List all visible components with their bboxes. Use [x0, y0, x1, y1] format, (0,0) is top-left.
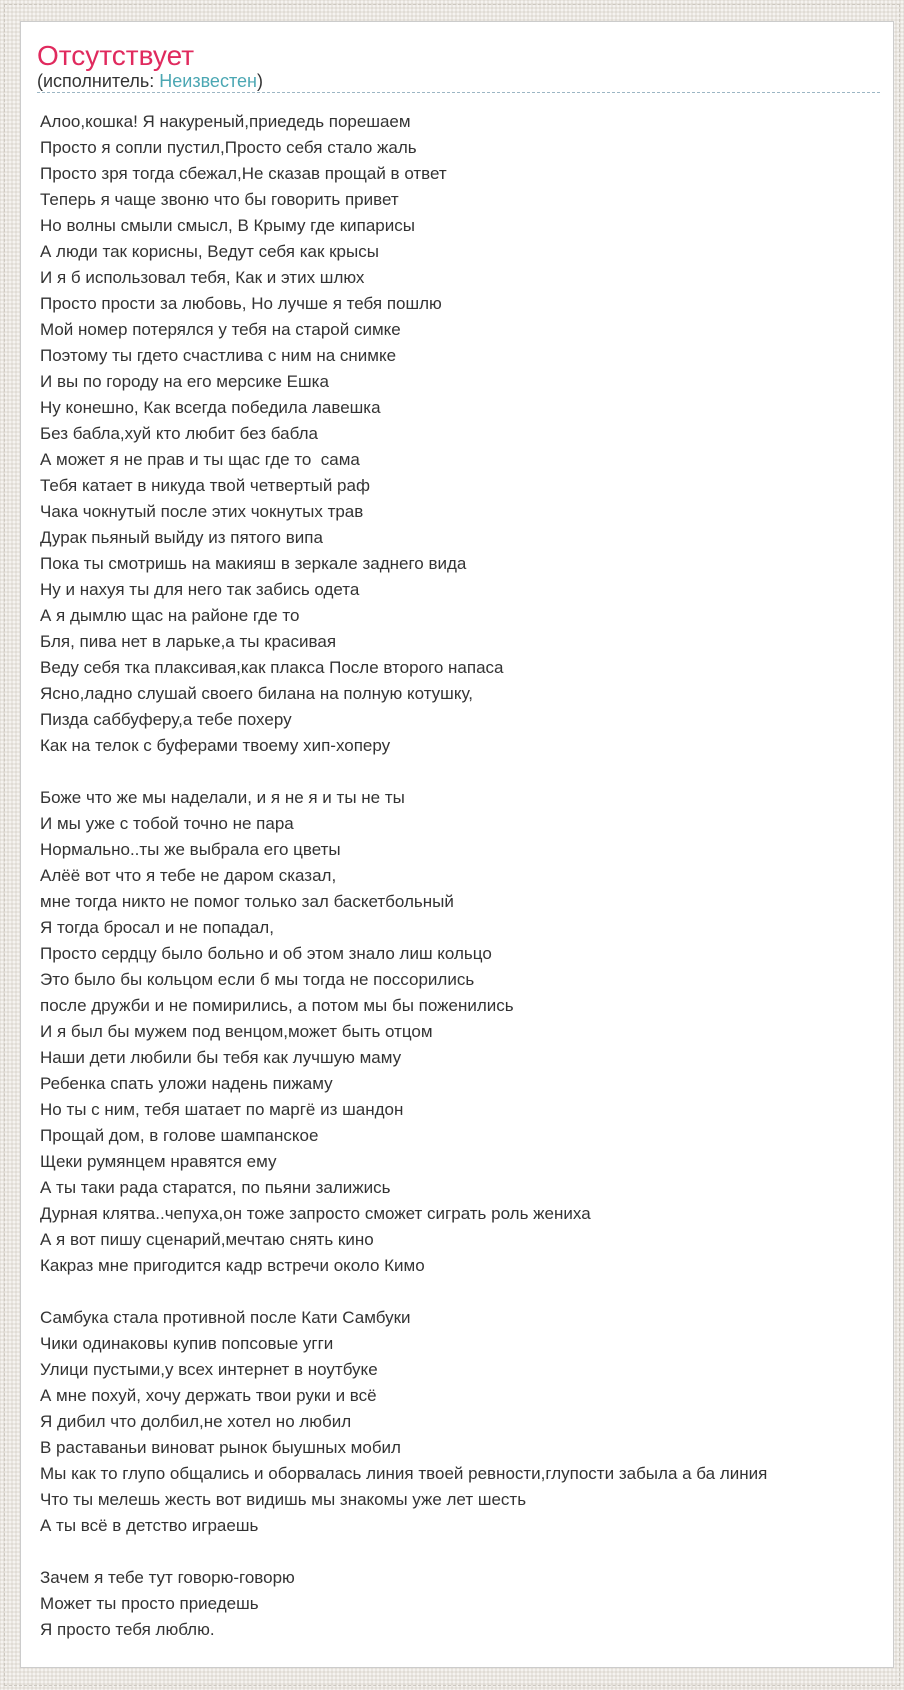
lyric-line: Я дибил что долбил,не хотел но любил — [40, 1412, 352, 1431]
lyric-line: Чака чокнутый после этих чокнутых трав — [40, 502, 364, 521]
lyric-line: Как на телок с буферами твоему хип-хоперу — [40, 736, 391, 755]
performer-label: (исполнитель: — [37, 71, 160, 91]
lyric-line: А мне похуй, хочу держать твои руки и всё — [40, 1386, 377, 1405]
header-separator — [37, 92, 880, 93]
lyric-line: Ну конешно, Как всегда победила лавешка — [40, 398, 381, 417]
stanza — [40, 1305, 893, 1539]
lyric-line: Я тогда бросал и не попадал, — [40, 918, 274, 937]
lyric-line: И мы уже с тобой точно не пара — [40, 814, 294, 833]
lyric-line: мне тогда никто не помог только зал баскетбольный — [40, 892, 454, 911]
lyric-line: Что ты мелешь жесть вот видишь мы знакомы уже лет шесть — [40, 1490, 527, 1509]
lyric-line: Это было бы кольцом если б мы тогда не поссорились — [40, 970, 475, 989]
lyric-line: Самбука стала противной после Кати Самбуки — [40, 1308, 411, 1327]
lyric-line: Алёё вот что я тебе не даром сказал, — [40, 866, 337, 885]
stanza — [40, 109, 893, 759]
performer-label-close: ) — [256, 71, 263, 91]
lyric-line: А я вот пишу сценарий,мечтаю снять кино — [40, 1230, 374, 1249]
lyric-line: Без бабла,хуй кто любит без бабла — [40, 424, 318, 443]
lyric-line: И я б использовал тебя, Как и этих шлюх — [40, 268, 365, 287]
lyric-line: Но волны смыли смысл, В Крыму где кипарисы — [40, 216, 415, 235]
lyric-line: Ну и нахуя ты для него так забись одета — [40, 580, 360, 599]
lyric-line: Пока ты смотришь на макияш в зеркале заднего вида — [40, 554, 467, 573]
lyric-line: Просто зря тогда сбежал,Не сказав прощай в ответ — [40, 164, 447, 183]
lyric-line: Боже что же мы наделали, и я не я и ты не ты — [40, 788, 405, 807]
lyric-line: Тебя катает в никуда твой четвертый раф — [40, 476, 370, 495]
performer-link[interactable]: Неизвестен — [159, 71, 257, 91]
lyric-line: Мой номер потерялся у тебя на старой симке — [40, 320, 401, 339]
lyric-line: Просто я сопли пустил,Просто себя стало жаль — [40, 138, 417, 157]
lyric-line: Ребенка спать уложи надень пижаму — [40, 1074, 333, 1093]
lyric-line: Щеки румянцем нравятся ему — [40, 1152, 277, 1171]
lyric-line: Ясно,ладно слушай своего билана на полную котушку, — [40, 684, 473, 703]
lyric-line: Поэтому ты гдето счастлива с ним на снимке — [40, 346, 397, 365]
lyric-line: А ты всё в детство играешь — [40, 1516, 259, 1535]
page-title: Отсутствует — [37, 40, 195, 71]
performer-line — [37, 71, 893, 91]
lyric-line: Мы как то глупо общались и оборвалась линия твоей ревности,глупости забыла а ба линия — [40, 1464, 768, 1483]
lyric-line: И вы по городу на его мерсике Ешка — [40, 372, 329, 391]
lyric-line: А люди так корисны, Ведут себя как крысы — [40, 242, 379, 261]
lyric-line: Просто прости за любовь, Но лучше я тебя пошлю — [40, 294, 442, 313]
lyric-line: Чики одинаковы купив попсовые угги — [40, 1334, 334, 1353]
lyric-line: после дружби и не помирились, а потом мы бы поженились — [40, 996, 514, 1015]
lyric-line: А может я не прав и ты щас где то сама — [40, 450, 360, 469]
lyric-line: Нормально..ты же выбрала его цветы — [40, 840, 341, 859]
lyric-line: Теперь я чаще звоню что бы говорить привет — [40, 190, 399, 209]
lyric-line: Наши дети любили бы тебя как лучшую маму — [40, 1048, 402, 1067]
lyric-line: Я просто тебя люблю. — [40, 1620, 215, 1639]
lyric-line: Дурная клятва..чепуха,он тоже запросто сможет сиграть роль жениха — [40, 1204, 591, 1223]
lyric-line: Алоо,кошка! Я накуреный,приедедь порешаем — [40, 112, 411, 131]
lyric-line: Пизда саббуферу,а тебе похеру — [40, 710, 292, 729]
lyric-line: А я дымлю щас на районе где то — [40, 606, 300, 625]
lyric-line: Просто сердцу было больно и об этом знало лиш кольцо — [40, 944, 492, 963]
lyric-line: Но ты с ним, тебя шатает по маргё из шандон — [40, 1100, 404, 1119]
lyrics-card — [20, 21, 894, 1668]
stanza — [40, 785, 893, 1279]
lyric-line: Веду себя тка плаксивая,как плакса После второго напаса — [40, 658, 504, 677]
stanza — [40, 1565, 893, 1643]
lyric-line: Может ты просто приедешь — [40, 1594, 259, 1613]
lyric-line: Зачем я тебе тут говорю-говорю — [40, 1568, 295, 1587]
lyric-line: И я был бы мужем под венцом,может быть отцом — [40, 1022, 433, 1041]
lyric-line: В раставаньи виноват рынок быушных мобил — [40, 1438, 401, 1457]
lyric-line: Бля, пива нет в ларьке,а ты красивая — [40, 632, 337, 651]
lyric-line: Какраз мне пригодится кадр встречи около Кимо — [40, 1256, 425, 1275]
lyric-line: Улици пустыми,у всех интернет в ноутбуке — [40, 1360, 378, 1379]
lyric-line: Прощай дом, в голове шампанское — [40, 1126, 319, 1145]
lyrics — [40, 109, 893, 1643]
lyric-line: А ты таки рада старатся, по пьяни залижись — [40, 1178, 391, 1197]
lyric-line: Дурак пьяный выйду из пятого випа — [40, 528, 323, 547]
